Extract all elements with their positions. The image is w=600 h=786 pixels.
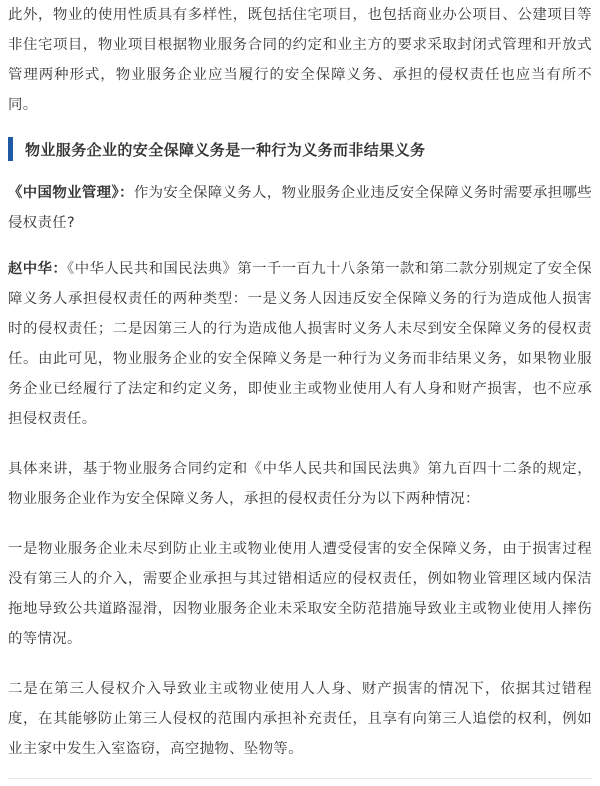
answer-speaker: 赵中华： <box>8 261 68 277</box>
paragraph-gap <box>8 238 592 254</box>
specific-paragraph: 具体来讲，基于物业服务合同约定和《中华人民共和国民法典》第九百四十二条的规定，物业服务企业作为安全保障义务人，承担的侵权责任分为以下两种情况： <box>8 461 592 507</box>
paragraph-gap <box>8 654 592 674</box>
section-heading-text: 物业服务企业的安全保障义务是一种行为义务而非结果义务 <box>25 140 426 159</box>
answer-paragraph <box>8 254 592 434</box>
question-paragraph <box>8 178 592 238</box>
answer-text: 《中华人民共和国民法典》第一千一百九十八条第一款和第二款分别规定了安全保障义务人承担侵权责任的两种类型：一是义务人因违反安全保障义务的行为造成他人损害时的侵权责任；二是因第三人的行为造成他人损害时义务人未尽到安全保障义务的侵权责任。由此可见，物业服务企业的安全保障义务是一种行为义务而非结果义务，如果物业服务企业已经履行了法定和约定义务，即使业主或物业使用人有人身和财产损害，也不应承担侵权责任。 <box>8 261 592 427</box>
bottom-divider <box>8 778 592 779</box>
case-one-paragraph: 一是物业服务企业未尽到防止业主或物业使用人遭受侵害的安全保障义务，由于损害过程没有第三人的介入，需要企业承担与其过错相适应的侵权责任，例如物业管理区域内保洁拖地导致公共道路湿滑，因物业服务企业未采取安全防范措施导致业主或物业使用人摔伤的等情况。 <box>8 541 592 647</box>
heading-accent-bar <box>8 137 13 161</box>
paragraph-gap <box>8 514 592 534</box>
intro-paragraph: 此外，物业的使用性质具有多样性，既包括住宅项目，也包括商业办公项目、公建项目等非住宅项目，物业项目根据物业服务合同的约定和业主方的要求采取封闭式管理和开放式管理两种形式，物业服务企业应当履行的安全保障义务、承担的侵权责任也应当有所不同。 <box>8 7 592 113</box>
question-speaker: 《中国物业管理》： <box>8 185 134 201</box>
section-heading <box>8 136 592 162</box>
paragraph-gap <box>8 434 592 454</box>
case-two-paragraph: 二是在第三人侵权介入导致业主或物业使用人人身、财产损害的情况下，依据其过错程度，在其能够防止第三人侵权的范围内承担补充责任，且享有向第三人追偿的权利，例如业主家中发生入室盗窃，高空抛物、坠物等。 <box>8 681 592 757</box>
question-text: 作为安全保障义务人，物业服务企业违反安全保障义务时需要承担哪些侵权责任? <box>8 185 592 231</box>
